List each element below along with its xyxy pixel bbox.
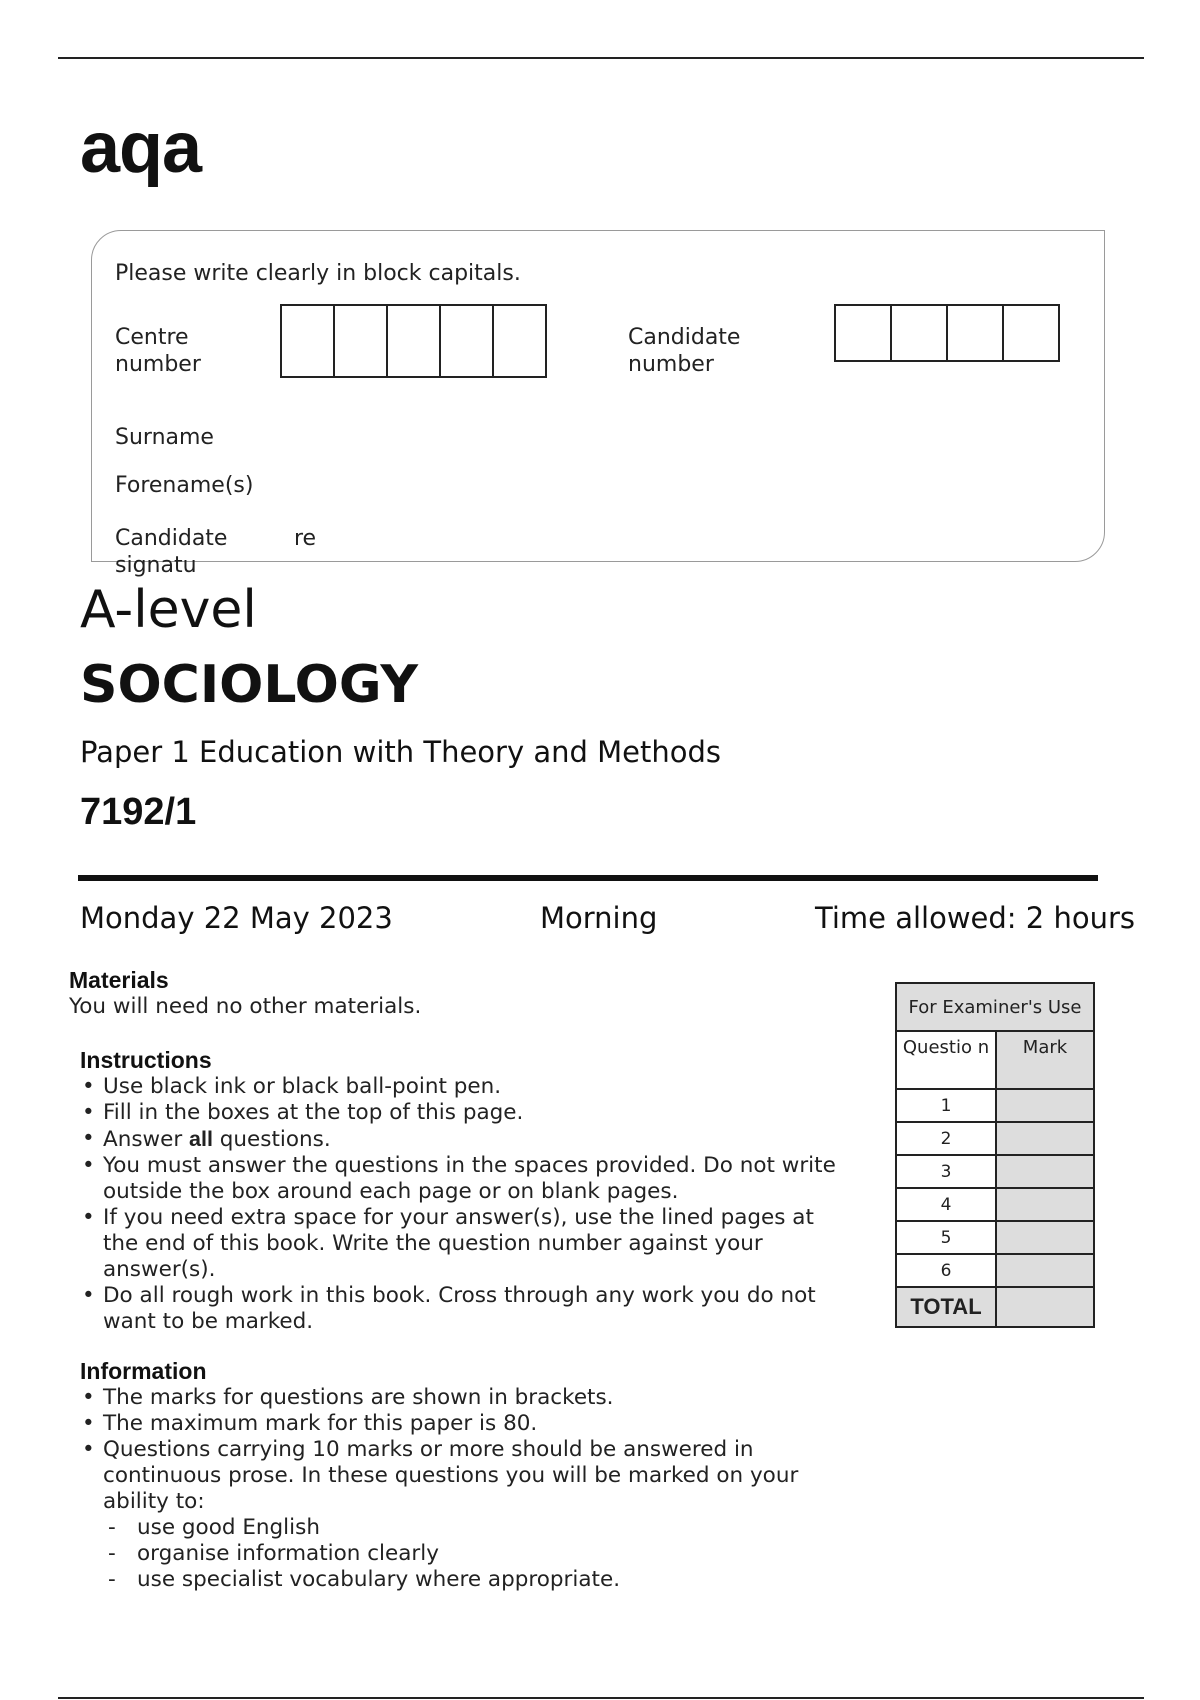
centre-number-digit[interactable] [280, 304, 335, 378]
question-number: 4 [896, 1188, 996, 1221]
instruction-item: • You must answer the questions in the spaces provided. Do not write outside the box around each page or on blank pages. [80, 1153, 850, 1205]
question-column-header: Questio n [896, 1031, 996, 1089]
total-mark-cell [996, 1287, 1094, 1327]
exam-session: Morning [540, 901, 658, 935]
mark-cell [996, 1188, 1094, 1221]
candidate-number-digit[interactable] [834, 304, 892, 362]
information-sub-item: - use specialist vocabulary where appropriate. [80, 1567, 850, 1593]
mark-cell [996, 1254, 1094, 1287]
exam-date: Monday 22 May 2023 [80, 901, 393, 935]
paper-title: Paper 1 Education with Theory and Methods [80, 735, 721, 769]
qualification-level: A-level [80, 580, 257, 640]
subject-title: SOCIOLOGY [80, 655, 419, 715]
total-label: TOTAL [896, 1287, 996, 1327]
question-number: 1 [896, 1089, 996, 1122]
candidate-number-digit[interactable] [946, 304, 1004, 362]
information-section [80, 1358, 850, 1593]
candidate-number-digit[interactable] [1002, 304, 1060, 362]
question-number: 3 [896, 1155, 996, 1188]
information-item: • Questions carrying 10 marks or more should be answered in continuous prose. In these questions you will be marked on your ability to: [80, 1437, 850, 1515]
instructions-heading: Instructions [80, 1047, 212, 1073]
time-allowed: Time allowed: 2 hours [815, 901, 1135, 935]
question-number: 2 [896, 1122, 996, 1155]
surname-label: Surname [115, 425, 214, 450]
mark-cell [996, 1122, 1094, 1155]
forenames-label: Forename(s) [115, 473, 254, 498]
signature-label-fragment: re [294, 526, 317, 551]
instruction-item: • Fill in the boxes at the top of this page. [80, 1100, 850, 1126]
question-number: 5 [896, 1221, 996, 1254]
instruction-item: • Answer all questions. [80, 1126, 850, 1153]
information-item: • The maximum mark for this paper is 80. [80, 1411, 850, 1437]
centre-number-boxes [280, 304, 547, 378]
question-number: 6 [896, 1254, 996, 1287]
centre-number-digit[interactable] [386, 304, 441, 378]
examiner-use-table [895, 982, 1095, 1328]
mark-column-header: Mark [996, 1031, 1094, 1089]
instruction-item: • Do all rough work in this book. Cross through any work you do not want to be marked. [80, 1283, 850, 1335]
bottom-rule [58, 1697, 1144, 1699]
top-rule [58, 57, 1144, 59]
mark-cell [996, 1089, 1094, 1122]
materials-heading: Materials [69, 967, 169, 993]
paper-code: 7192/1 [80, 791, 197, 833]
candidate-number-boxes [834, 304, 1060, 362]
information-heading: Information [80, 1358, 207, 1384]
centre-number-label: Centre number [115, 325, 201, 377]
title-divider [78, 875, 1098, 881]
candidate-signature-label: Candidate signatu [115, 526, 228, 578]
candidate-number-digit[interactable] [890, 304, 948, 362]
centre-number-digit[interactable] [439, 304, 494, 378]
information-item: • The marks for questions are shown in brackets. [80, 1385, 850, 1411]
materials-text: You will need no other materials. [69, 994, 422, 1019]
candidate-number-label: Candidate number [628, 325, 741, 377]
information-sub-item: - organise information clearly [80, 1541, 850, 1567]
block-capitals-instruction: Please write clearly in block capitals. [115, 261, 521, 286]
centre-number-digit[interactable] [333, 304, 388, 378]
centre-number-digit[interactable] [492, 304, 547, 378]
instructions-section [80, 1047, 850, 1335]
aqa-logo: aqa [80, 108, 202, 188]
mark-cell [996, 1155, 1094, 1188]
examiner-table-title: For Examiner's Use [896, 983, 1094, 1031]
information-sub-item: - use good English [80, 1515, 850, 1541]
instruction-item: • If you need extra space for your answer(s), use the lined pages at the end of this book. Write the question number against your answer(s). [80, 1205, 850, 1283]
mark-cell [996, 1221, 1094, 1254]
materials-section [69, 967, 869, 1020]
instruction-item: • Use black ink or black ball-point pen. [80, 1074, 850, 1100]
